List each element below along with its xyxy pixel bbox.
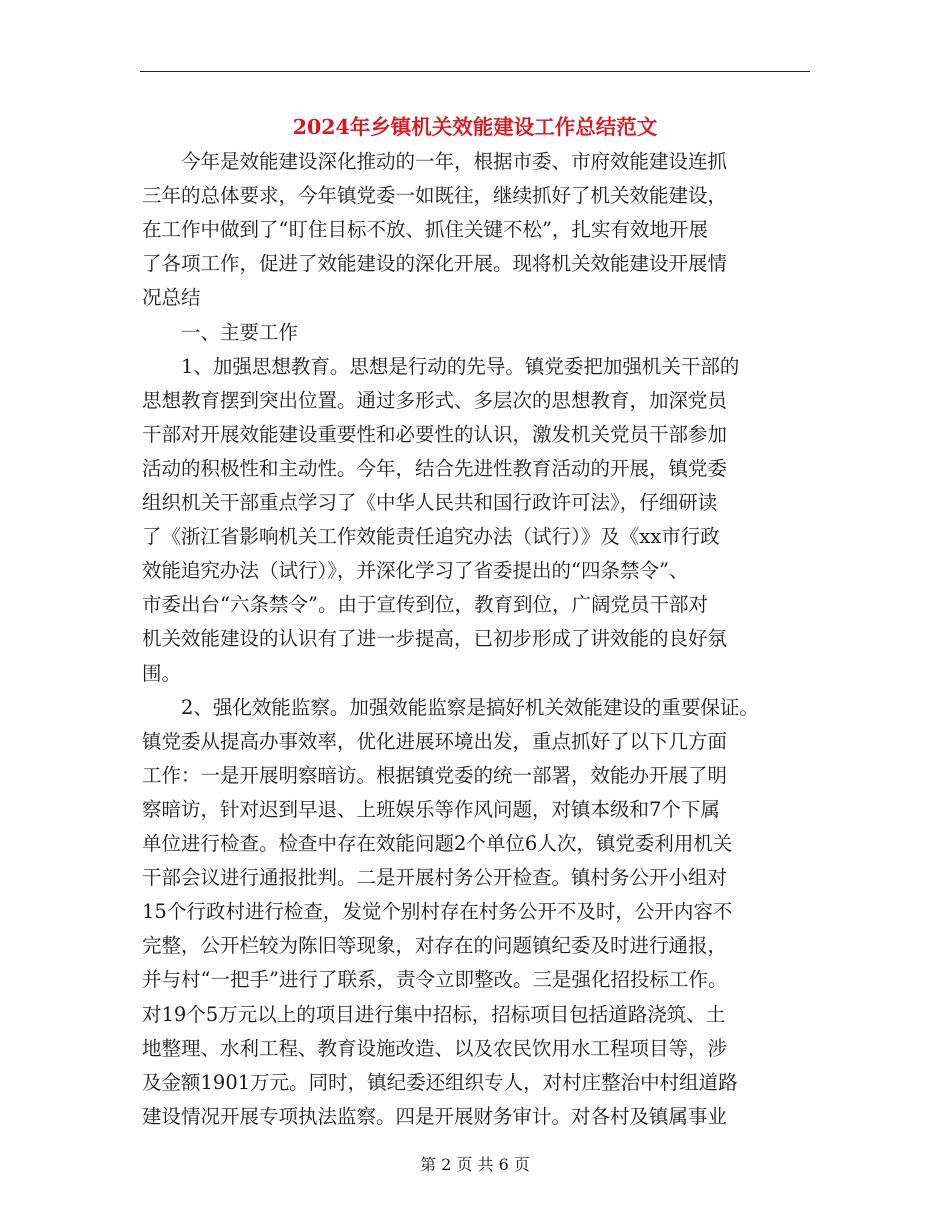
body-text-line: 并与村“一把手”进行了联系，责令立即整改。三是强化招投标工作。 — [142, 968, 728, 992]
body-text-line: 察暗访，针对迟到早退、上班娱乐等作风问题，对镇本级和7个下属 — [142, 797, 720, 821]
body-text-line: 完整，公开栏较为陈旧等现象，对存在的问题镇纪委及时进行通报， — [142, 934, 728, 958]
body-text-line: 及金额1901万元。同时，镇纪委还组织专人，对村庄整治中村组道路 — [142, 1070, 738, 1094]
body-text-line: 机关效能建设的认识有了进一步提高，已初步形成了讲效能的良好氛 — [142, 627, 728, 651]
body-text-line: 况总结 — [142, 286, 201, 310]
body-text-line: 在工作中做到了“盯住目标不放、抓住关键不松”，扎实有效地开展 — [142, 218, 708, 242]
body-text-line: 一、主要工作 — [142, 320, 299, 344]
body-text-line: 干部会议进行通报批判。二是开展村务公开检查。镇村务公开小组对 — [142, 866, 728, 890]
body-text-line: 镇党委从提高办事效率，优化进展环境出发，重点抓好了以下几方面 — [142, 729, 728, 753]
body-text-line: 了各项工作，促进了效能建设的深化开展。现将机关效能建设开展情 — [142, 252, 728, 276]
body-text-line: 干部对开展效能建设重要性和必要性的认识，激发机关党员干部参加 — [142, 422, 728, 446]
body-text-line: 15个行政村进行检查，发觉个别村存在村务公开不及时，公开内容不 — [142, 900, 733, 924]
body-text-line: 2、强化效能监察。加强效能监察是搞好机关效能建设的重要保证。 — [142, 695, 759, 719]
body-text-line: 三年的总体要求，今年镇党委一如既往，继续抓好了机关效能建设， — [142, 184, 728, 208]
body-text-line: 市委出台“六条禁令”。由于宣传到位，教育到位，广阔党员干部对 — [142, 593, 708, 617]
body-text-line: 建设情况开展专项执法监察。四是开展财务审计。对各村及镇属事业 — [142, 1104, 728, 1128]
body-text-line: 思想教育摆到突出位置。通过多形式、多层次的思想教育，加深党员 — [142, 388, 728, 412]
body-text-line: 活动的积极性和主动性。今年，结合先进性教育活动的开展，镇党委 — [142, 456, 728, 480]
body-text-line: 组织机关干部重点学习了《中华人民共和国行政许可法》，仔细研读 — [142, 491, 718, 514]
body-text-line: 单位进行检查。检查中存在效能问题2个单位6人次，镇党委利用机关 — [142, 832, 733, 855]
body-text-line: 今年是效能建设深化推动的一年，根据市委、市府效能建设连抓 — [142, 150, 728, 173]
body-text-line: 效能追究办法（试行）》，并深化学习了省委提出的“四条禁令”、 — [142, 559, 689, 583]
body-text-line: 1、加强思想教育。思想是行动的先导。镇党委把加强机关干部的 — [142, 354, 740, 378]
body-text-line: 围。 — [142, 661, 182, 685]
header-rule — [140, 71, 810, 72]
body-text-line: 地整理、水利工程、教育设施改造、以及农民饮用水工程项目等，涉 — [142, 1036, 728, 1060]
body-text-line: 工作：一是开展明察暗访。根据镇党委的统一部署，效能办开展了明 — [142, 763, 728, 787]
body-text-line: 对19个5万元以上的项目进行集中招标，招标项目包括道路浇筑、土 — [142, 1002, 726, 1026]
body-text-line: 了《浙江省影响机关工作效能责任追究办法（试行）》及《xx市行政 — [142, 525, 720, 549]
page-footer: 第 2 页 共 6 页 — [420, 1155, 530, 1174]
document-title: 2024年乡镇机关效能建设工作总结范文 — [292, 115, 658, 139]
